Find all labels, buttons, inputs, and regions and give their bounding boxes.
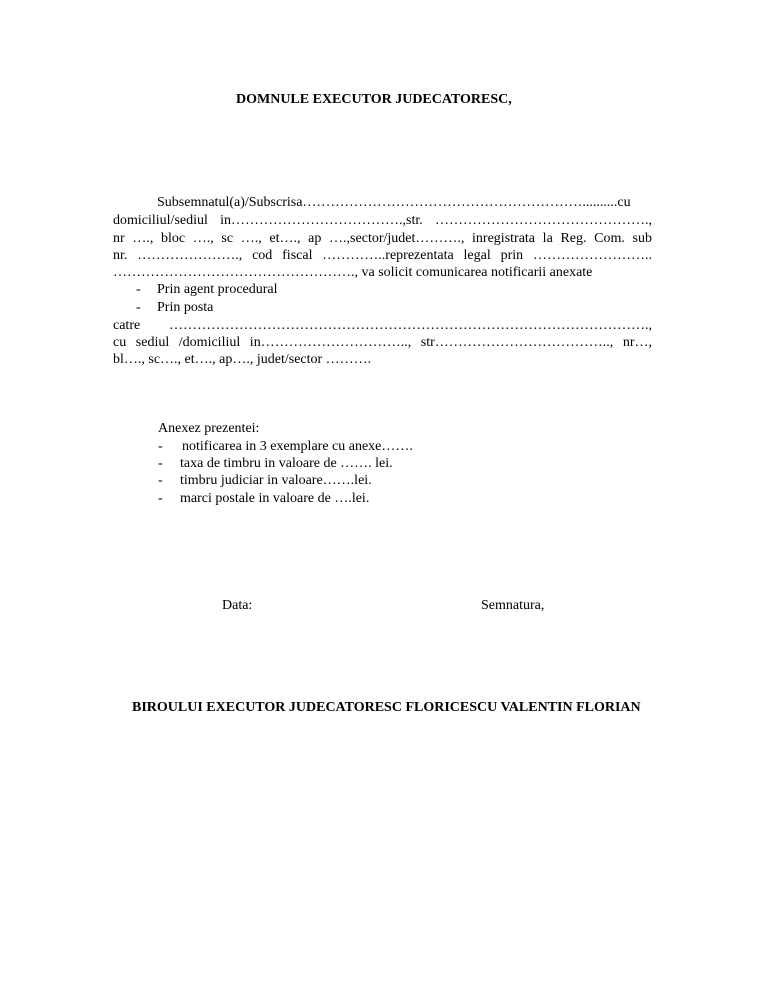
date-label: Data: — [222, 598, 253, 613]
recipient-line-1: catre …………………………………………………………………………………………., — [113, 318, 652, 333]
list-bullet: - — [158, 439, 163, 454]
body-line-5: ……………………………………………., va solicit comunicarea notificarii anexate — [113, 265, 593, 280]
recipient-line-3: bl…., sc…., et…., ap…., judet/sector ………. — [113, 352, 372, 367]
recipient-line-2: cu sediul /domiciliul in………………………….., str……………………………….., nr…, — [113, 335, 652, 350]
signature-label: Semnatura, — [481, 598, 545, 613]
body-line-4: nr. …………………., cod fiscal …………..reprezentata legal prin …………………….. — [113, 248, 652, 263]
body-line-1: Subsemnatul(a)/Subscrisa……………………………………………………..........cu — [157, 195, 631, 210]
annex-item-judicial-stamp: timbru judiciar in valoare…….lei. — [180, 473, 372, 488]
footer-title: BIROULUI EXECUTOR JUDECATORESC FLORICESCU VALENTIN FLORIAN — [132, 700, 641, 715]
delivery-option-agent: Prin agent procedural — [157, 282, 278, 297]
delivery-option-post: Prin posta — [157, 300, 214, 315]
body-line-2: domiciliul/sediul in……………………………….,str. ………………………………………., — [113, 213, 652, 228]
list-bullet: - — [136, 300, 141, 315]
list-bullet: - — [158, 456, 163, 471]
list-bullet: - — [136, 282, 141, 297]
annex-item-notification: notificarea in 3 exemplare cu anexe……. — [182, 439, 413, 454]
list-bullet: - — [158, 491, 163, 506]
annex-item-postage: marci postale in valoare de ….lei. — [180, 491, 370, 506]
body-line-3: nr …., bloc …., sc …., et…., ap ….,sector/judet………., inregistrata la Reg. Com. sub — [113, 231, 652, 246]
document-title: DOMNULE EXECUTOR JUDECATORESC, — [236, 92, 512, 107]
list-bullet: - — [158, 473, 163, 488]
annex-item-stamp-tax: taxa de timbru in valoare de ……. lei. — [180, 456, 393, 471]
annex-title: Anexez prezentei: — [158, 421, 260, 436]
